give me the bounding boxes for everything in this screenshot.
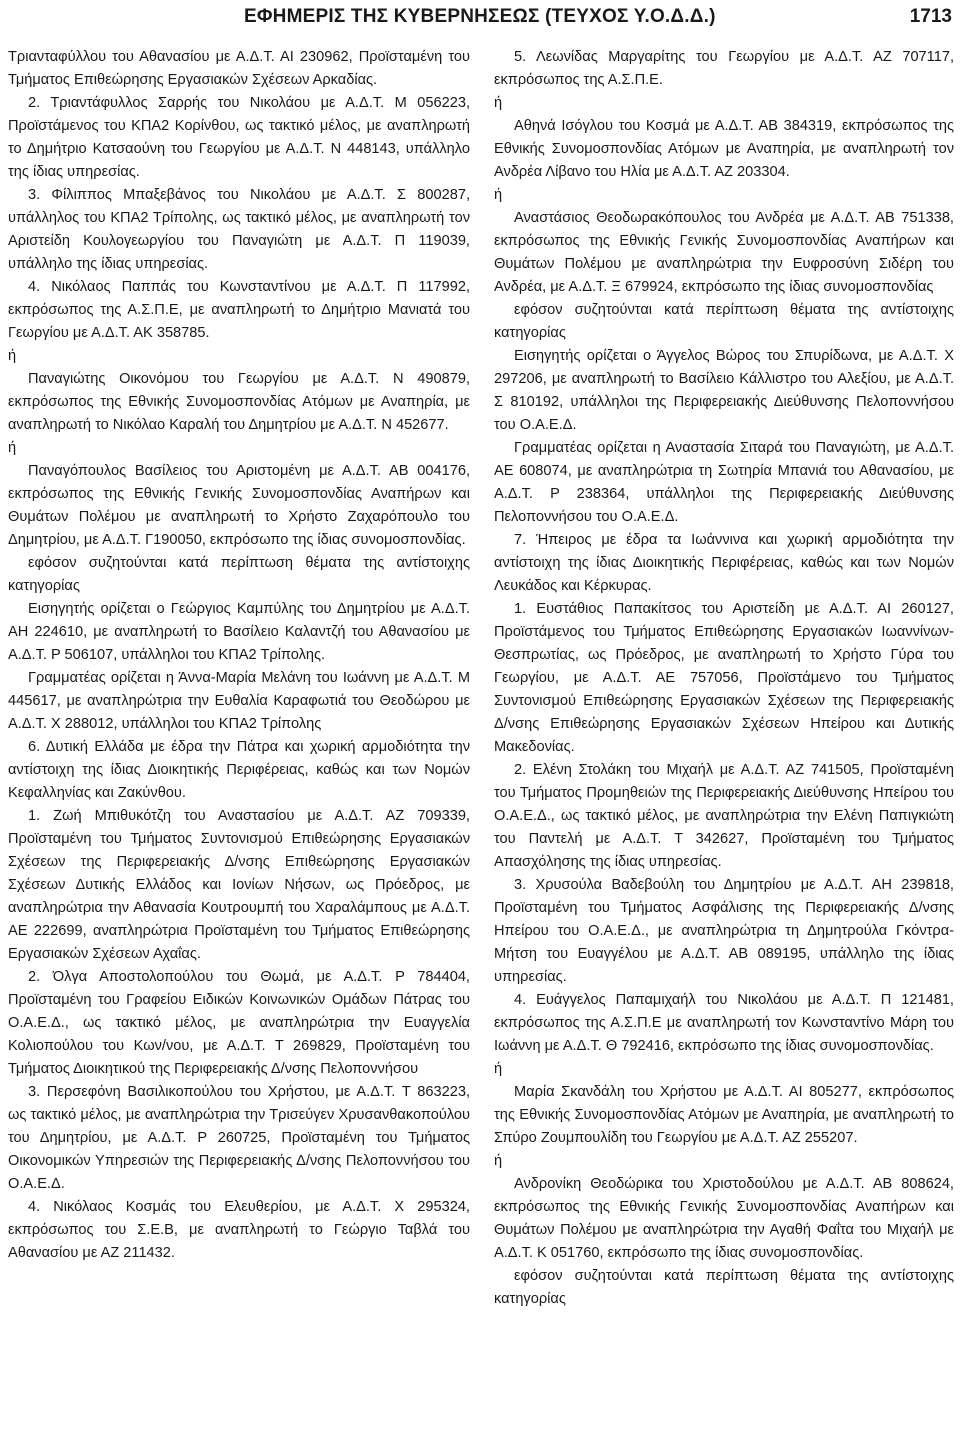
paragraph: Παναγιώτης Οικονόμου του Γεωργίου με Α.Δ.Τ. Ν 490879, εκπρόσωπος της Εθνικής Συνομοσπονδίας Ατόμων με Αναπηρία, με αναπληρωτή το Νικόλαο Καραλή του Δημητρίου με Α.Δ.Τ. Ν 452677. xyxy=(8,371,470,433)
paragraph: Παναγόπουλος Βασίλειος του Αριστομένη με Α.Δ.Τ. ΑΒ 004176, εκπρόσωπος της Εθνικής Γενικής Συνομοσπονδίας Αναπήρων και Θυμάτων Πολέμου με αναπληρωτή το Χρήστο Ζαχαρόπουλο του Δημητρίου, με Α.Δ.Τ. Γ190050, εκπρόσωπο της ίδιας συνομοσπονδίας. xyxy=(8,463,470,548)
paragraph: 3. Φίλιππος Μπαξεβάνος του Νικολάου με Α.Δ.Τ. Σ 800287, υπάλληλος του ΚΠΑ2 Τρίπολης, ως τακτικό μέλος, με αναπληρωτή τον Αριστείδη Κουλογεωργίου του Παναγιώτη με Α.Δ.Τ. Π 119039, υπάλληλο της ίδιας υπηρεσίας. xyxy=(8,187,470,272)
paragraph: 1. Ευστάθιος Παπακίτσος του Αριστείδη με Α.Δ.Τ. ΑΙ 260127, Προϊστάμενος του Τμήματος Επιθεώρησης Εργασιακών Ιωαννίνων-Θεσπρωτίας, ως Πρόεδρος, με αναπληρωτή το Χρήστο Γύρα του Γεωργίου, με Α.Δ.Τ. ΑΕ 757056, Προϊστάμενο του Τμήματος Συντονισμού Επιθεώρησης Εργασιακών Σχέσεων της Περιφερειακής Δ/νσης Επιθεώρησης Εργασιακών Σχέσεων Ηπείρου και Δυτικής Μακεδονίας. xyxy=(494,601,954,755)
paragraph: 3. Περσεφόνη Βασιλικοπούλου του Χρήστου, με Α.Δ.Τ. Τ 863223, ως τακτικό μέλος, με αναπληρώτρια την Τρισεύγεν Χρυσανθακοπούλου του Δημητρίου, με Α.Δ.Τ. Ρ 260725, Προϊσταμένη του Τμήματος Οικονομικών Υπηρεσιών της Περιφερειακής Δ/νσης Πελοποννήσου του Ο.Α.Ε.Δ. xyxy=(8,1084,470,1192)
paragraph: Εισηγητής ορίζεται ο Γεώργιος Καμπύλης του Δημητρίου με Α.Δ.Τ. ΑΗ 224610, με αναπληρωτή το Βασίλειο Καλαντζή του Αθανασίου με Α.Δ.Τ. Ρ 506107, υπάλληλοι του ΚΠΑ2 Τρίπολης. xyxy=(8,601,470,663)
left-column xyxy=(8,46,470,1265)
paragraph: Ανδρονίκη Θεοδώρικα του Χριστοδούλου με Α.Δ.Τ. ΑΒ 808624, εκπρόσωπος της Εθνικής Γενικής Συνομοσπονδίας Αναπήρων και Θυμάτων Πολέμου με αναπληρώτρια την Αγαθή Φαΐτα του Μιχαήλ με Α.Δ.Τ. Κ 051760, εκπρόσωπο της ίδιας συνομοσπονδίας. xyxy=(494,1176,954,1261)
paragraph: 4. Ευάγγελος Παπαμιχαήλ του Νικολάου με Α.Δ.Τ. Π 121481, εκπρόσωπος της Α.Σ.Π.Ε με αναπληρωτή τον Κωνσταντίνο Μάρη του Ιωάννη με Α.Δ.Τ. Θ 792416, εκπρόσωπο της ίδιας συνομοσπονδίας. xyxy=(494,992,954,1054)
or-separator: ή xyxy=(494,95,503,111)
paragraph: Τριανταφύλλου του Αθανασίου με Α.Δ.Τ. ΑΙ 230962, Προϊσταμένη του Τμήματος Επιθεώρησης Εργασιακών Σχέσεων Αρκαδίας. xyxy=(8,49,470,88)
or-separator: ή xyxy=(8,348,17,364)
paragraph: 2. Τριαντάφυλλος Σαρρής του Νικολάου με Α.Δ.Τ. Μ 056223, Προϊστάμενος του ΚΠΑ2 Κορίνθου, ως τακτικό μέλος, με αναπληρωτή το Δημήτριο Κατσαούνη του Γεωργίου με Α.Δ.Τ. Ν 448143, υπάλληλο της ίδιας υπηρεσίας. xyxy=(8,95,470,180)
paragraph: 2. Όλγα Αποστολοπούλου του Θωμά, με Α.Δ.Τ. Ρ 784404, Προϊσταμένη του Γραφείου Ειδικών Κοινωνικών Ομάδων Πάτρας του Ο.Α.Ε.Δ., ως τακτικό μέλος, με αναπληρώτρια την Ευαγγελία Κολιοπούλου του Κων/νου, με Α.Δ.Τ. Τ 269829, Προϊσταμένη του Τμήματος Διοικητικού της Περιφερειακής Δ/νσης Πελοποννήσου xyxy=(8,969,470,1077)
paragraph: 2. Ελένη Στολάκη του Μιχαήλ με Α.Δ.Τ. ΑΖ 741505, Προϊσταμένη του Τμήματος Προμηθειών της Περιφερειακής Διεύθυνσης Ηπείρου του Ο.Α.Ε.Δ., ως τακτικό μέλος, με αναπληρώτρια την Ελένη Παπιγκιώτη του Παντελή με Α.Δ.Τ. Τ 342627, Προϊσταμένη του Τμήματος Απασχόλησης της ίδιας υπηρεσίας. xyxy=(494,762,954,870)
or-separator: ή xyxy=(494,1061,503,1077)
paragraph: Γραμματέας ορίζεται η Αναστασία Σιταρά του Παναγιώτη, με Α.Δ.Τ. ΑΕ 608074, με αναπληρώτρια τη Σωτηρία Μπανιά του Αθανασίου, με Α.Δ.Τ. Ρ 238364, υπάλληλοι της Περιφερειακής Διεύθυνσης Πελοποννήσου του Ο.Α.Ε.Δ. xyxy=(494,440,954,525)
paragraph: Γραμματέας ορίζεται η Άννα-Μαρία Μελάνη του Ιωάννη με Α.Δ.Τ. Μ 445617, με αναπληρώτρια την Ευθαλία Καραφωτιά του Θεοδώρου με Α.Δ.Τ. Χ 288012, υπάλληλοι του ΚΠΑ2 Τρίπολης xyxy=(8,670,470,732)
right-column xyxy=(494,46,954,1311)
paragraph: Αθηνά Ισόγλου του Κοσμά με Α.Δ.Τ. ΑΒ 384319, εκπρόσωπος της Εθνικής Συνομοσπονδίας Ατόμων με Αναπηρία, με αναπληρωτή τον Ανδρέα Λίβανο του Ηλία με Α.Δ.Τ. ΑΖ 203304. xyxy=(494,118,954,180)
page-header xyxy=(0,0,960,40)
paragraph: 5. Λεωνίδας Μαργαρίτης του Γεωργίου με Α.Δ.Τ. ΑΖ 707117, εκπρόσωπος της Α.Σ.Π.Ε. xyxy=(494,49,954,88)
paragraph: 4. Νικόλαος Παππάς του Κωνσταντίνου με Α.Δ.Τ. Π 117992, εκπρόσωπος της Α.Σ.Π.Ε, με αναπληρωτή το Δημήτριο Μανιατά του Γεωργίου με Α.Δ.Τ. ΑΚ 358785. xyxy=(8,279,470,341)
or-separator: ή xyxy=(494,187,503,203)
paragraph: 4. Νικόλαος Κοσμάς του Ελευθερίου, με Α.Δ.Τ. Χ 295324, εκπρόσωπος του Σ.Ε.Β, με αναπληρωτή το Γεώργιο Ταβλά του Αθανασίου με ΑΖ 211432. xyxy=(8,1199,470,1261)
paragraph: 6. Δυτική Ελλάδα με έδρα την Πάτρα και χωρική αρμοδιότητα την αντίστοιχη της ίδιας Διοικητικής Περιφέρειας, καθώς και των Νομών Κεφαλληνίας και Ζακύνθου. xyxy=(8,739,470,801)
page-number: 1713 xyxy=(909,6,952,27)
or-separator: ή xyxy=(494,1153,503,1169)
paragraph: Μαρία Σκανδάλη του Χρήστου με Α.Δ.Τ. ΑΙ 805277, εκπρόσωπος της Εθνικής Συνομοσπονδίας Ατόμων με Αναπηρία, με αναπληρωτή το Σπύρο Ζουμπουλίδη του Γεωργίου με Α.Δ.Τ. ΑΖ 255207. xyxy=(494,1084,954,1146)
paragraph: Αναστάσιος Θεοδωρακόπουλος του Ανδρέα με Α.Δ.Τ. ΑΒ 751338, εκπρόσωπος της Εθνικής Γενικής Συνομοσπονδίας Αναπήρων και Θυμάτων Πολέμου με αναπληρώτρια την Ευφροσύνη Σιδέρη του Ανδρέα, με Α.Δ.Τ. Ξ 679924, εκπρόσωπο της ίδιας συνομοσπονδίας xyxy=(494,210,954,295)
paragraph: εφόσον συζητούνται κατά περίπτωση θέματα της αντίστοιχης κατηγορίας xyxy=(494,1268,954,1307)
or-separator: ή xyxy=(8,440,17,456)
paragraph: εφόσον συζητούνται κατά περίπτωση θέματα της αντίστοιχης κατηγορίας xyxy=(494,302,954,341)
gazette-title: ΕΦΗΜΕΡΙΣ ΤΗΣ ΚΥΒΕΡΝΗΣΕΩΣ (ΤΕΥΧΟΣ Υ.Ο.Δ.Δ.) xyxy=(244,6,716,27)
paragraph: 7. Ήπειρος με έδρα τα Ιωάννινα και χωρική αρμοδιότητα την αντίστοιχη της ίδιας Διοικητικής Περιφέρειας, καθώς και των Νομών Λευκάδος και Κέρκυρας. xyxy=(494,532,954,594)
paragraph: 3. Χρυσούλα Βαδεβούλη του Δημητρίου με Α.Δ.Τ. ΑΗ 239818, Προϊσταμένη του Τμήματος Ασφάλισης της Περιφερειακής Δ/νσης Ηπείρου του Ο.Α.Ε.Δ., με αναπληρώτρια τη Δημητρούλα Γκόντρα-Μήτση του Ευαγγέλου με Α.Δ.Τ. ΑΒ 089195, υπάλληλο της ίδιας υπηρεσίας. xyxy=(494,877,954,985)
paragraph: εφόσον συζητούνται κατά περίπτωση θέματα της αντίστοιχης κατηγορίας xyxy=(8,555,470,594)
paragraph: 1. Ζωή Μπιθυκότζη του Αναστασίου με Α.Δ.Τ. ΑΖ 709339, Προϊσταμένη του Τμήματος Συντονισμού Επιθεώρησης Εργασιακών Σχέσεων της Περιφερειακής Δ/νσης Επιθεώρησης Εργασιακών Σχέσεων Δυτικής Ελλάδος και Ιονίων Νήσων, ως Πρόεδρος, με αναπληρώτρια την Αθανασία Κουτρουμπή του Χαραλάμπους με Α.Δ.Τ. ΑΕ 222699, αναπληρώτρια Προϊσταμένη του Τμήματος Επιθεώρησης Εργασιακών Σχέσεων Αχαΐας. xyxy=(8,808,470,962)
paragraph: Εισηγητής ορίζεται ο Άγγελος Βώρος του Σπυρίδωνα, με Α.Δ.Τ. Χ 297206, με αναπληρωτή το Βασίλειο Κάλλιστρο του Αλεξίου, με Α.Δ.Τ. Σ 810192, υπάλληλοι της Περιφερειακής Διεύθυνσης Πελοποννήσου του Ο.Α.Ε.Δ. xyxy=(494,348,954,433)
